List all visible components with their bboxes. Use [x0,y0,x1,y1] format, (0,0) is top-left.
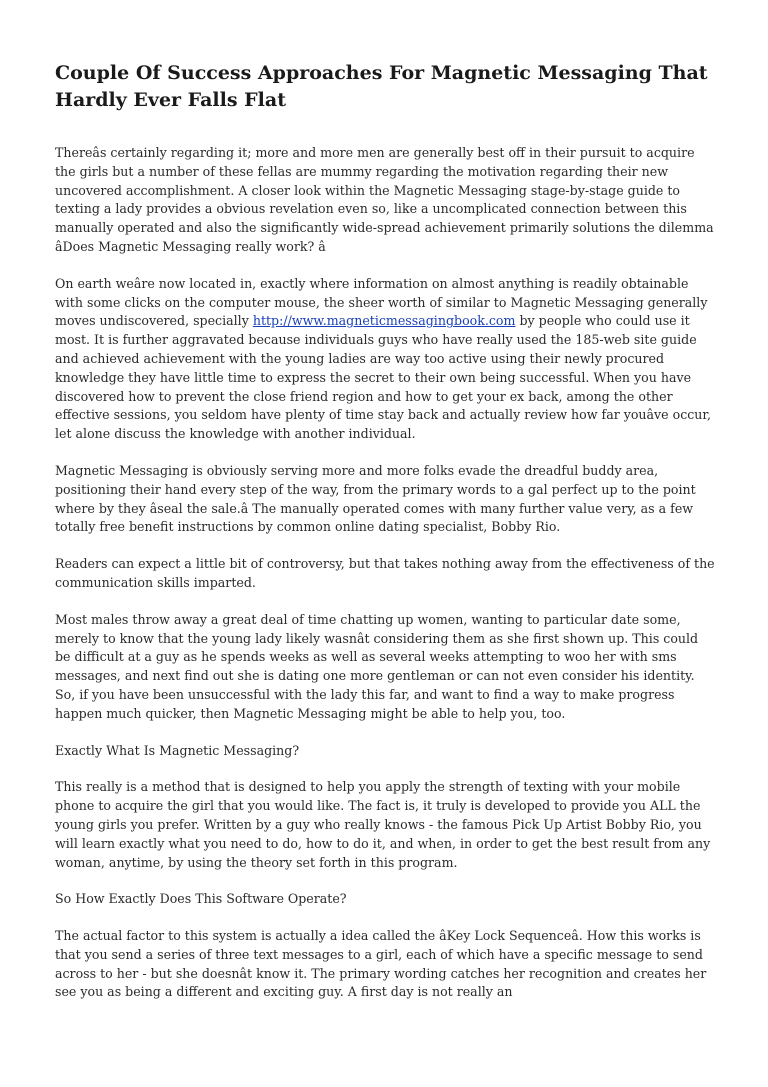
paragraph-buddy-area: Magnetic Messaging is obviously serving more and more folks evade the dreadful buddy area, positioning their hand every step of the way, from the primary words to a gal perfect up to the point where by they âseal the sale.â The manually operated comes with many further value very, as a few totally free benefit instructions by common online dating specialist, Bobby Rio. [55,462,696,535]
paragraph-method: This really is a method that is designed to help you apply the strength of texting with your mobile phone to acquire the girl that you would like. The fact is, it truly is developed to provide you ALL the young girls you prefer. Written by a guy who really knows - the famous Pick Up Artist Bobby Rio, you will learn exactly what you need to do, how to do it, and when, in order to get the best result from any woman, anytime, by using the theory set forth in this program. [55,779,711,870]
magnetic-messaging-link[interactable]: http://www.magneticmessagingbook.com [252,313,516,329]
document-page [55,60,715,1020]
paragraph-text: On earth weâre now located in, exactly where information on almost anything is readily obtainable with some clicks on the computer mouse, the sheer worth of similar to Magnetic Messaging generally moves undiscovered, specially [55,275,708,329]
page-title: Couple Of Success Approaches For Magnetic Messaging That Hardly Ever Falls Flat [55,62,708,111]
paragraph-key-lock: The actual factor to this system is actually a idea called the âKey Lock Sequenceâ. How this works is that you send a series of three text messages to a girl, each of which have a specific message to send across to her - but she doesnât know it. The primary wording catches her recognition and creates her see you as being a different and exciting guy. A first day is not really an [55,928,707,1000]
paragraph-controversy: Readers can expect a little bit of controversy, but that takes nothing away from the effectiveness of the communication skills imparted. [55,556,715,590]
paragraph-text: by people who could use it most. It is further aggravated because individuals guys who have really used the 185-web site guide and achieved achievement with the young ladies are way too active using their newly procured knowledge they have little time to express the secret to their own being successful. When you have discovered how to prevent the close friend region and how to get your ex back, among the other effective sessions, you seldom have plenty of time stay back and actually review how far youâve occur, let alone discuss the knowledge with another individual. [55,313,712,442]
paragraph-intro: Thereâs certainly regarding it; more and more men are generally best off in their pursuit to acquire the girls but a number of these fellas are mummy regarding the motivation regarding their new uncovered accomplishment. A closer look within the Magnetic Messaging stage-by-stage guide to texting a lady provides a obvious revelation even so, like a uncomplicated connection between this manually operated and also the significantly wide-spread achievement primarily solutions the dilemma âDoes Magnetic Messaging really work? â [55,145,714,254]
subheading-how-it-works: So How Exactly Does This Software Operate? [55,891,347,907]
paragraph-wasted-time: Most males throw away a great deal of time chatting up women, wanting to particular date some, merely to know that the young lady likely wasnât considering them as she first shown up. This could be difficult at a guy as he spends weeks as well as several weeks attempting to woo her with sms messages, and next find out she is dating one more gentleman or can not even consider his identity. So, if you have been unsuccessful with the lady this far, and want to find a way to make progress happen much quicker, then Magnetic Messaging might be able to help you, too. [55,611,699,721]
paragraph-information [55,275,715,444]
subheading-what-is: Exactly What Is Magnetic Messaging? [55,742,300,758]
